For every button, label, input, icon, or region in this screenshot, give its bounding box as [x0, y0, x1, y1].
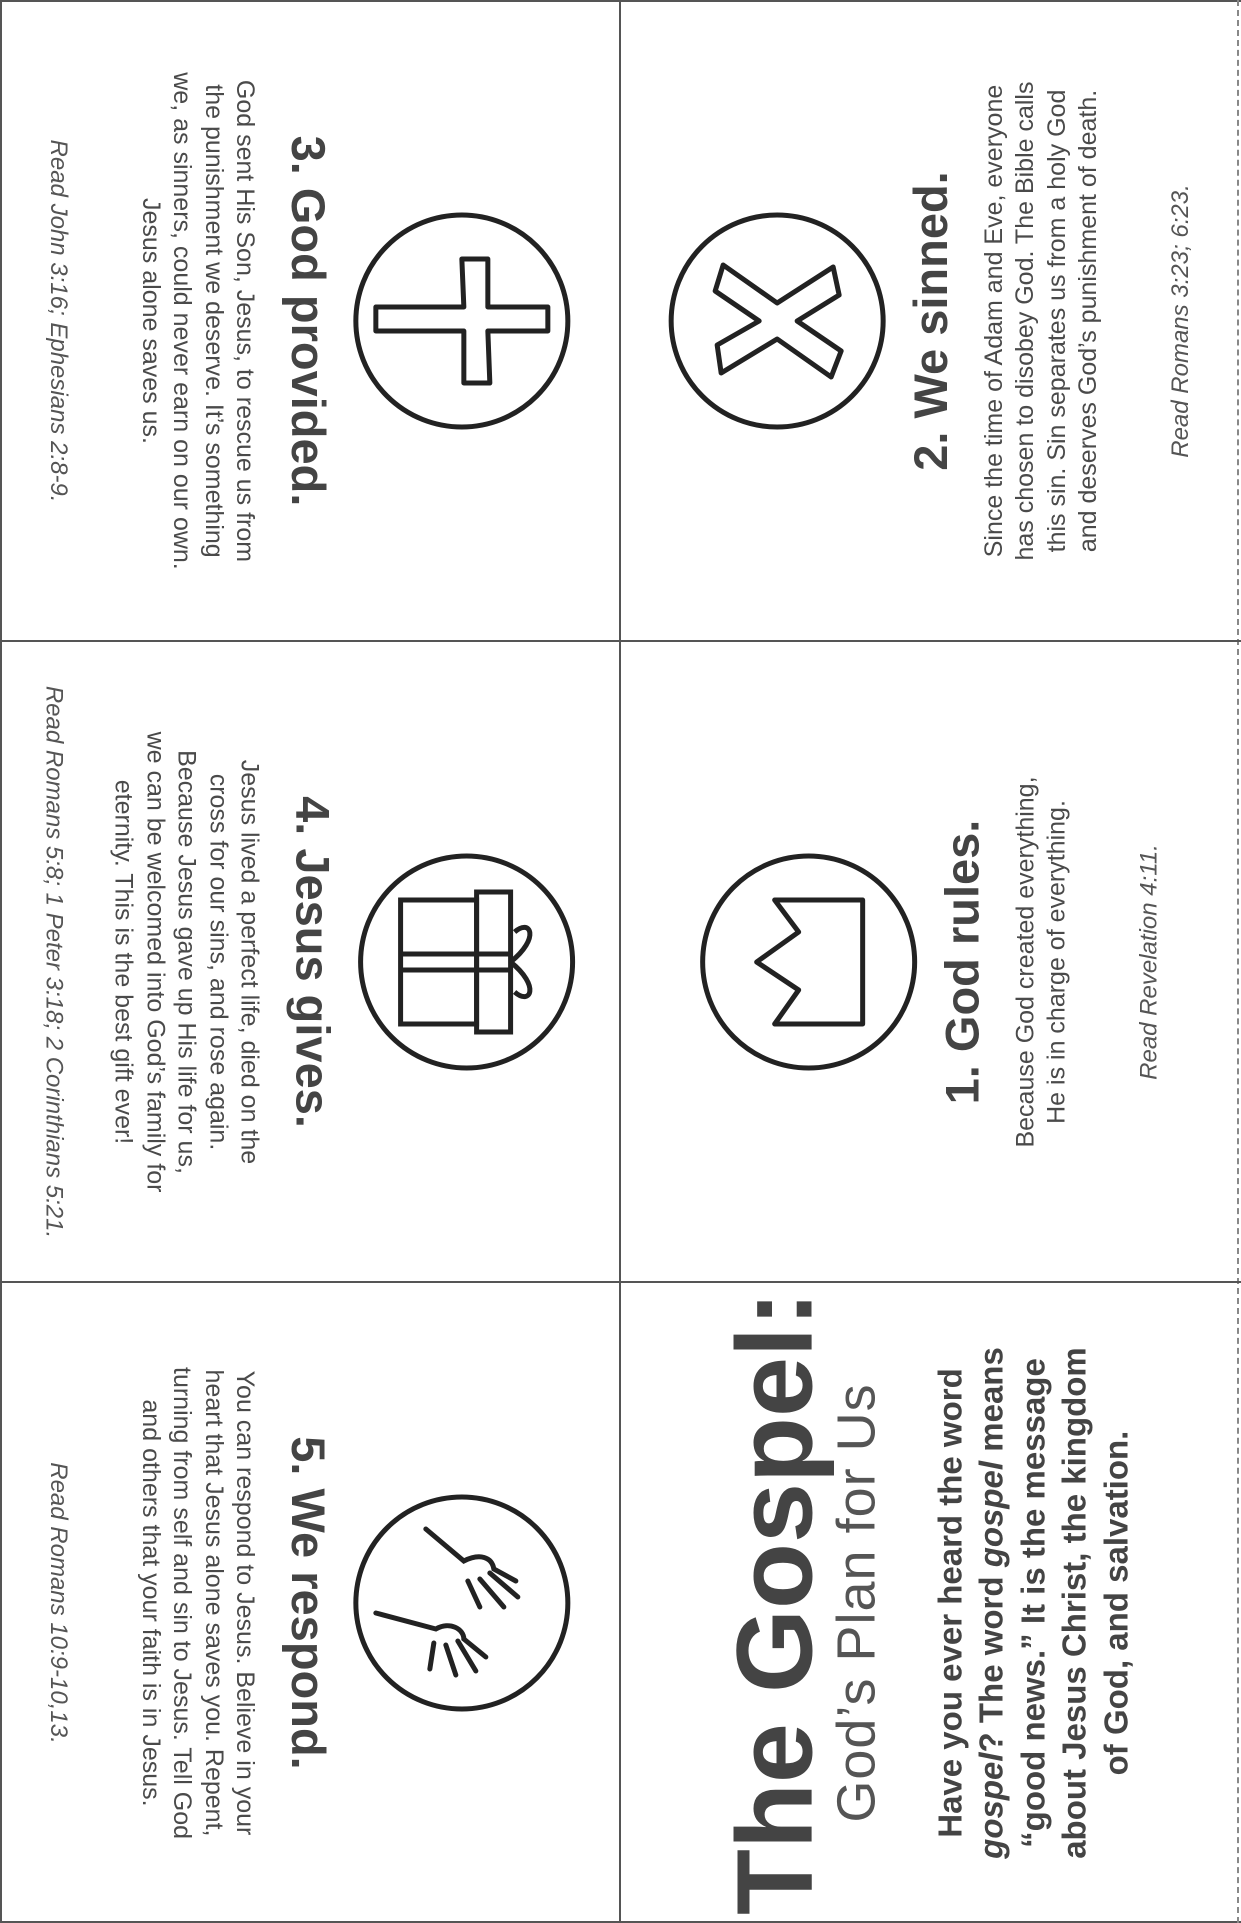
body-line: heart that Jesus alone saves you. Repent, [199, 1369, 228, 1836]
scripture-reference: Read Romans 5:8; 1 Peter 3:18; 2 Corinthians 5:21. [40, 685, 68, 1238]
italic-word: gospel [972, 1751, 1010, 1859]
cover-subtitle: God’s Plan for Us [826, 1382, 887, 1823]
scripture-reference: Read Romans 10:9-10,13. [45, 1461, 73, 1744]
body-line: turning from self and sin to Jesus. Tell God [168, 1366, 197, 1839]
cover-intro [929, 1347, 1137, 1859]
panel-we-sinned [620, 0, 1237, 641]
panel-body [1010, 776, 1073, 1147]
panel-body [134, 1367, 260, 1839]
body-line: and deserves God’s punishment of death. [1073, 89, 1102, 552]
panel-cover [620, 1282, 1237, 1923]
panel-title: 1. God rules. [935, 819, 989, 1104]
intro-fragment: means [972, 1346, 1010, 1461]
body-line: Jesus lived a perfect life, died on the [235, 759, 264, 1164]
cross-icon [348, 207, 576, 435]
gift-icon [353, 848, 581, 1076]
body-line: this sin. Sin separates us from a holy God [1042, 89, 1071, 552]
body-line: the punishment we deserve. It’s something [199, 83, 228, 558]
body-line: we, as sinners, could never earn on our own. [168, 71, 197, 570]
panel-we-respond [0, 1282, 620, 1923]
panel-title: 5. We respond. [281, 1435, 335, 1770]
x-mark-icon [663, 207, 891, 435]
panel-body [107, 731, 265, 1192]
intro-line: of God, and salvation. [1097, 1430, 1135, 1775]
crown-icon [694, 848, 922, 1076]
right-dashed-border [1237, 0, 1239, 1923]
raised-hands-icon [348, 1489, 576, 1717]
cover-title: The Gospel: [713, 1290, 835, 1915]
body-line: we can be welcomed into God’s family for [141, 731, 170, 1192]
body-line: Because God created everything, [1010, 775, 1039, 1148]
intro-line: “good news.” It is the message [1014, 1357, 1052, 1848]
panel-god-provided [0, 0, 620, 641]
body-line: Because Jesus gave up His life for us, [172, 749, 201, 1174]
italic-word: gospel [972, 1460, 1010, 1567]
body-line: and others that your faith is in Jesus. [136, 1398, 165, 1807]
intro-line [970, 1347, 1012, 1859]
body-line: He is in charge of everything. [1042, 799, 1071, 1124]
body-line: Jesus alone saves us. [136, 197, 165, 444]
body-line: God sent His Son, Jesus, to rescue us from [231, 79, 260, 562]
panel-title: 4. Jesus gives. [286, 795, 340, 1128]
body-line: eternity. This is the best gift ever! [109, 779, 138, 1144]
body-line: Since the time of Adam and Eve, everyone [979, 84, 1008, 557]
intro-line: Have you ever heard the word [930, 1367, 968, 1838]
panel-title: 3. God provided. [281, 135, 335, 506]
body-line: You can respond to Jesus. Believe in your [231, 1370, 260, 1835]
scripture-reference: Read John 3:16; Ephesians 2:8-9. [45, 139, 73, 502]
panel-body [134, 72, 260, 570]
body-line: has chosen to disobey God. The Bible calls [1010, 81, 1039, 560]
panel-jesus-gives [0, 641, 620, 1282]
panel-body [978, 81, 1104, 560]
scripture-reference: Read Romans 3:23; 6:23. [1166, 183, 1194, 458]
panel-title: 2. We sinned. [903, 170, 957, 471]
intro-line: about Jesus Christ, the kingdom [1055, 1346, 1093, 1859]
panel-god-rules [620, 641, 1237, 1282]
scripture-reference: Read Revelation 4:11. [1134, 843, 1162, 1080]
intro-fragment: ? The word [972, 1566, 1010, 1752]
body-line: cross for our sins, and rose again. [204, 773, 233, 1150]
